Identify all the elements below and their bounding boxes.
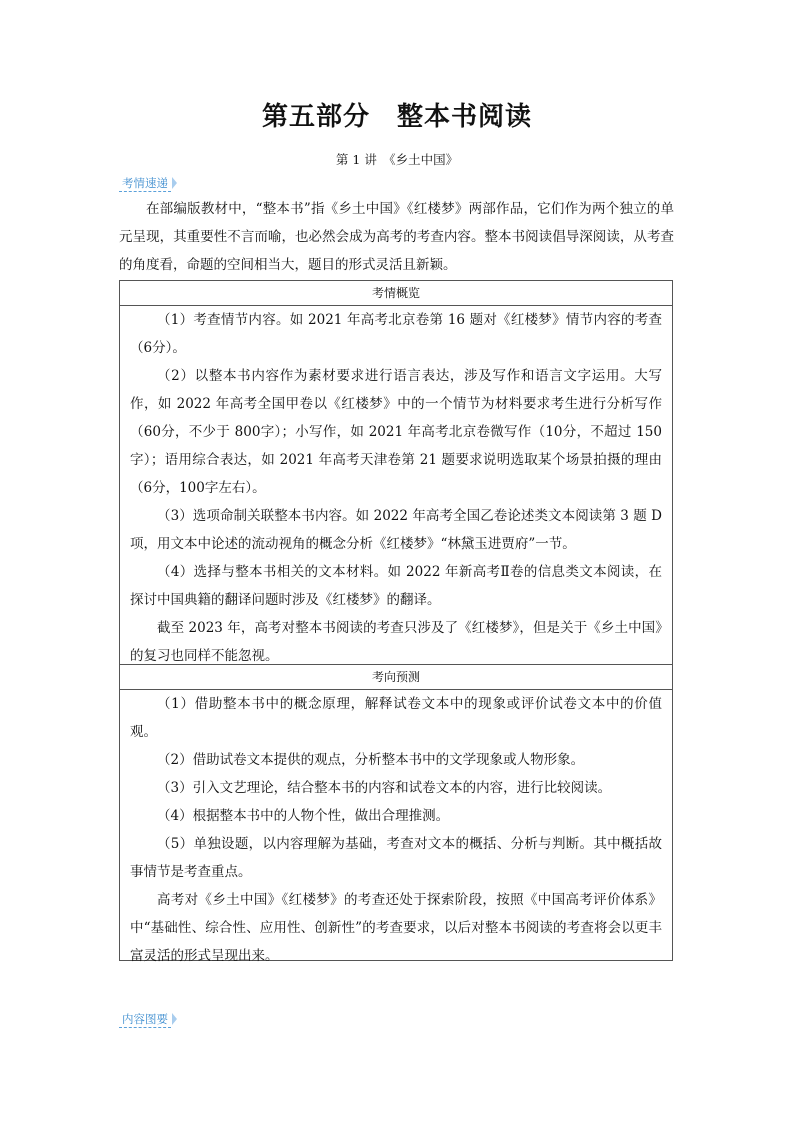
overview-item: （4）选择与整本书相关的文本材料。如 2022 年新高考Ⅱ卷的信息类文本阅读，在探讨中国典籍的翻译问题时涉及《红楼梦》的翻译。 [130, 564, 662, 608]
prediction-header: 考向预测 [120, 664, 672, 690]
prediction-body [120, 690, 672, 970]
prediction-item: （2）借助试卷文本提供的观点，分析整本书中的文学现象或人物形象。 [157, 752, 585, 768]
prediction-item: 高考对《乡土中国》《红楼梦》的考查还处于探索阶段，按照《中国高考评价体系》中“基础性、综合性、应用性、创新性”的考查要求，以后对整本书阅读的考查将会以更丰富灵活的形式呈现出来。 [130, 892, 662, 964]
overview-item: （3）选项命制关联整本书内容。如 2022 年高考全国乙卷论述类文本阅读第 3 题 D 项，用文本中论述的流动视角的概念分析《红楼梦》“林黛玉进贾府”一节。 [130, 508, 662, 552]
prediction-item: （4）根据整本书中的人物个性，做出合理推测。 [157, 808, 450, 824]
section-tag-content-map: 内容图要 [119, 1011, 171, 1028]
page-title: 第五部分 整本书阅读 [261, 102, 532, 132]
overview-item: （1）考查情节内容。如 2021 年高考北京卷第 16 题对《红楼梦》情节内容的考查（6分）。 [130, 312, 662, 356]
intro-paragraph: 在部编版教材中，“整本书”指《乡土中国》《红楼梦》两部作品，它们作为两个独立的单元呈现，其重要性不言而喻，也必然会成为高考的考查内容。整本书阅读倡导深阅读，从考查的角度看，命题的空间相当大，题目的形式灵活且新颖。 [119, 201, 674, 273]
overview-header: 考情概览 [120, 281, 672, 306]
prediction-item: （1）借助整本书中的概念原理，解释试卷文本中的现象或评价试卷文本中的价值观。 [130, 696, 662, 740]
overview-item: （2）以整本书内容作为素材要求进行语言表达，涉及写作和语言文字运用。大写作，如 2022 年高考全国甲卷以《红楼梦》中的一个情节为材料要求考生进行分析写作（60分，不少于 800字）；小写作，如 2021 年高考北京卷微写作（10分，不超过 150字）；语用综合表达，如 2021 年高考天津卷第 21 题要求说明选取某个场景拍摄的理由（6分，100字左右）。 [130, 368, 662, 496]
lesson-subtitle: 第 1 讲 《乡土中国》 [335, 152, 459, 167]
prediction-item: （5）单独设题，以内容理解为基础，考查对文本的概括、分析与判断。其中概括故事情节是考查重点。 [130, 836, 662, 880]
overview-body [120, 306, 672, 664]
exam-info-table [119, 280, 673, 964]
overview-item: 截至 2023 年，高考对整本书阅读的考查只涉及了《红楼梦》，但是关于《乡土中国》的复习也同样不能忽视。 [130, 620, 662, 664]
prediction-item: （3）引入文艺理论，结合整本书的内容和试卷文本的内容，进行比较阅读。 [157, 780, 612, 796]
section-tag-exam-brief: 考情速递 [119, 175, 171, 192]
